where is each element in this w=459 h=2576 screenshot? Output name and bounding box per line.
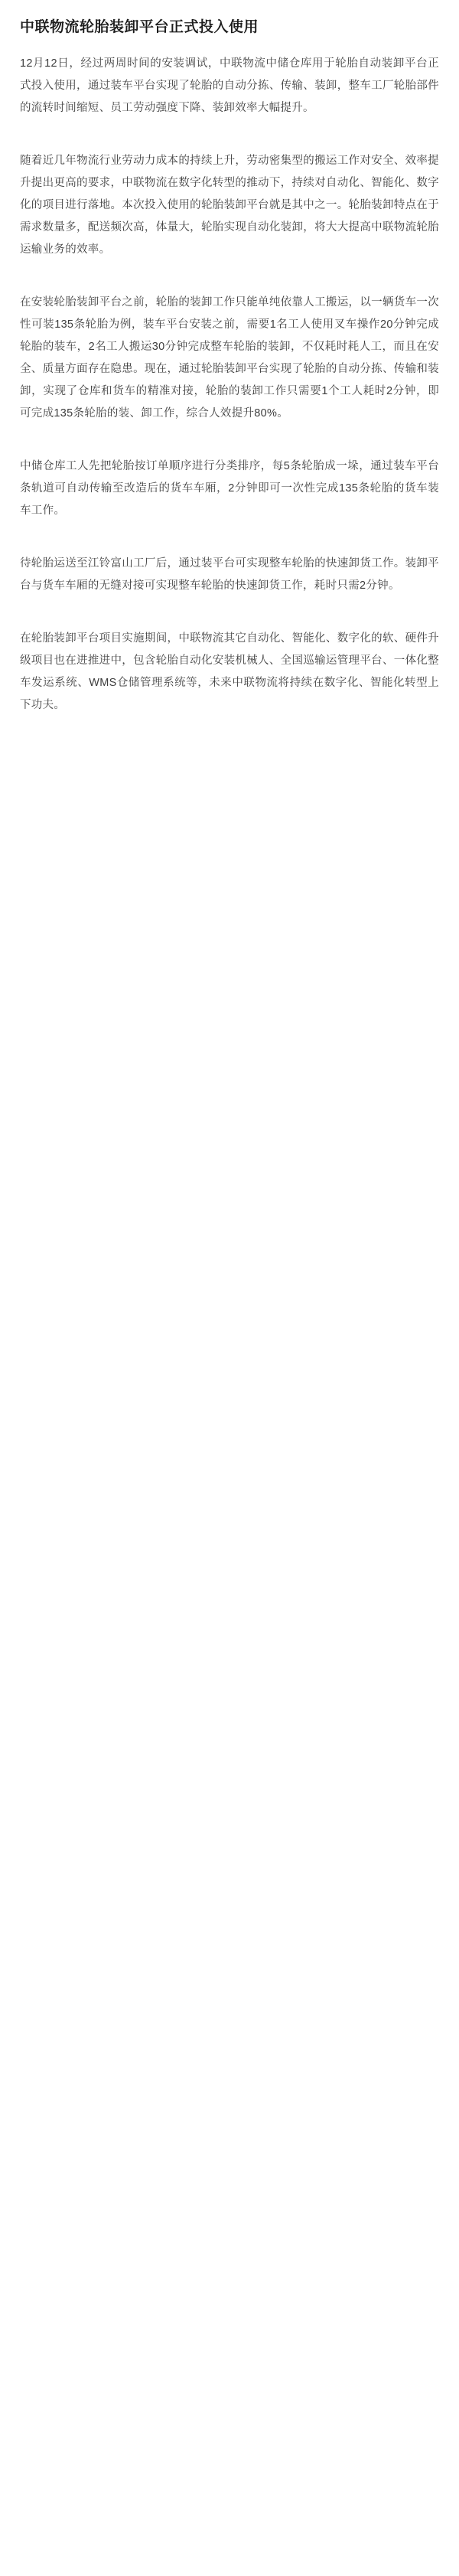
paragraph-1: 12月12日，经过两周时间的安装调试，中联物流中储仓库用于轮胎自动装卸平台正式投入使用，通过装车平台实现了轮胎的自动分拣、传输、装卸，整车工厂轮胎部件的流转时间缩短、员工劳动强度下降、装卸效率大幅提升。 — [20, 57, 439, 114]
paragraph-2: 随着近几年物流行业劳动力成本的持续上升，劳动密集型的搬运工作对安全、效率提升提出更高的要求，中联物流在数字化转型的推动下，持续对自动化、智能化、数字化的项目进行落地。本次投入使用的轮胎装卸平台就是其中之一。轮胎装卸特点在于需求数量多，配送频次高，体量大，轮胎实现自动化装卸，将大大提高中联物流轮胎运输业务的效率。 — [20, 154, 439, 256]
page-title: 中联物流轮胎装卸平台正式投入使用 — [20, 19, 259, 35]
paragraph-6: 在轮胎装卸平台项目实施期间，中联物流其它自动化、智能化、数字化的软、硬件升级项目也在进推进中，包含轮胎自动化安装机械人、全国巡输运管理平台、一体化整车发运系统、WMS仓储管理系统等，未来中联物流将持续在数字化、智能化转型上下功夫。 — [20, 632, 439, 711]
paragraph-4: 中储仓库工人先把轮胎按订单顺序进行分类排序，每5条轮胎成一垛，通过装车平台条轨道可自动传输至改造后的货车车厢，2分钟即可一次性完成135条轮胎的货车装车工作。 — [20, 459, 439, 517]
paragraph-3: 在安装轮胎装卸平台之前，轮胎的装卸工作只能单纯依靠人工搬运，以一辆货车一次性可装135条轮胎为例，装车平台安装之前，需要1名工人使用叉车操作20分钟完成轮胎的装车，2名工人搬运30分钟完成整车轮胎的装卸，不仅耗时耗人工，而且在安全、质量方面存在隐患。现在，通过轮胎装卸平台实现了轮胎的自动分拣、传输和装卸，实现了仓库和货车的精准对接，轮胎的装卸工作只需要1个工人耗时2分钟，即可完成135条轮胎的装、卸工作，综合人效提升80%。 — [20, 295, 439, 420]
paragraph-5: 待轮胎运送至江铃富山工厂后，通过装平台可实现整车轮胎的快速卸货工作。装卸平台与货车车厢的无缝对接可实现整车轮胎的快速卸货工作，耗时只需2分钟。 — [20, 557, 439, 592]
